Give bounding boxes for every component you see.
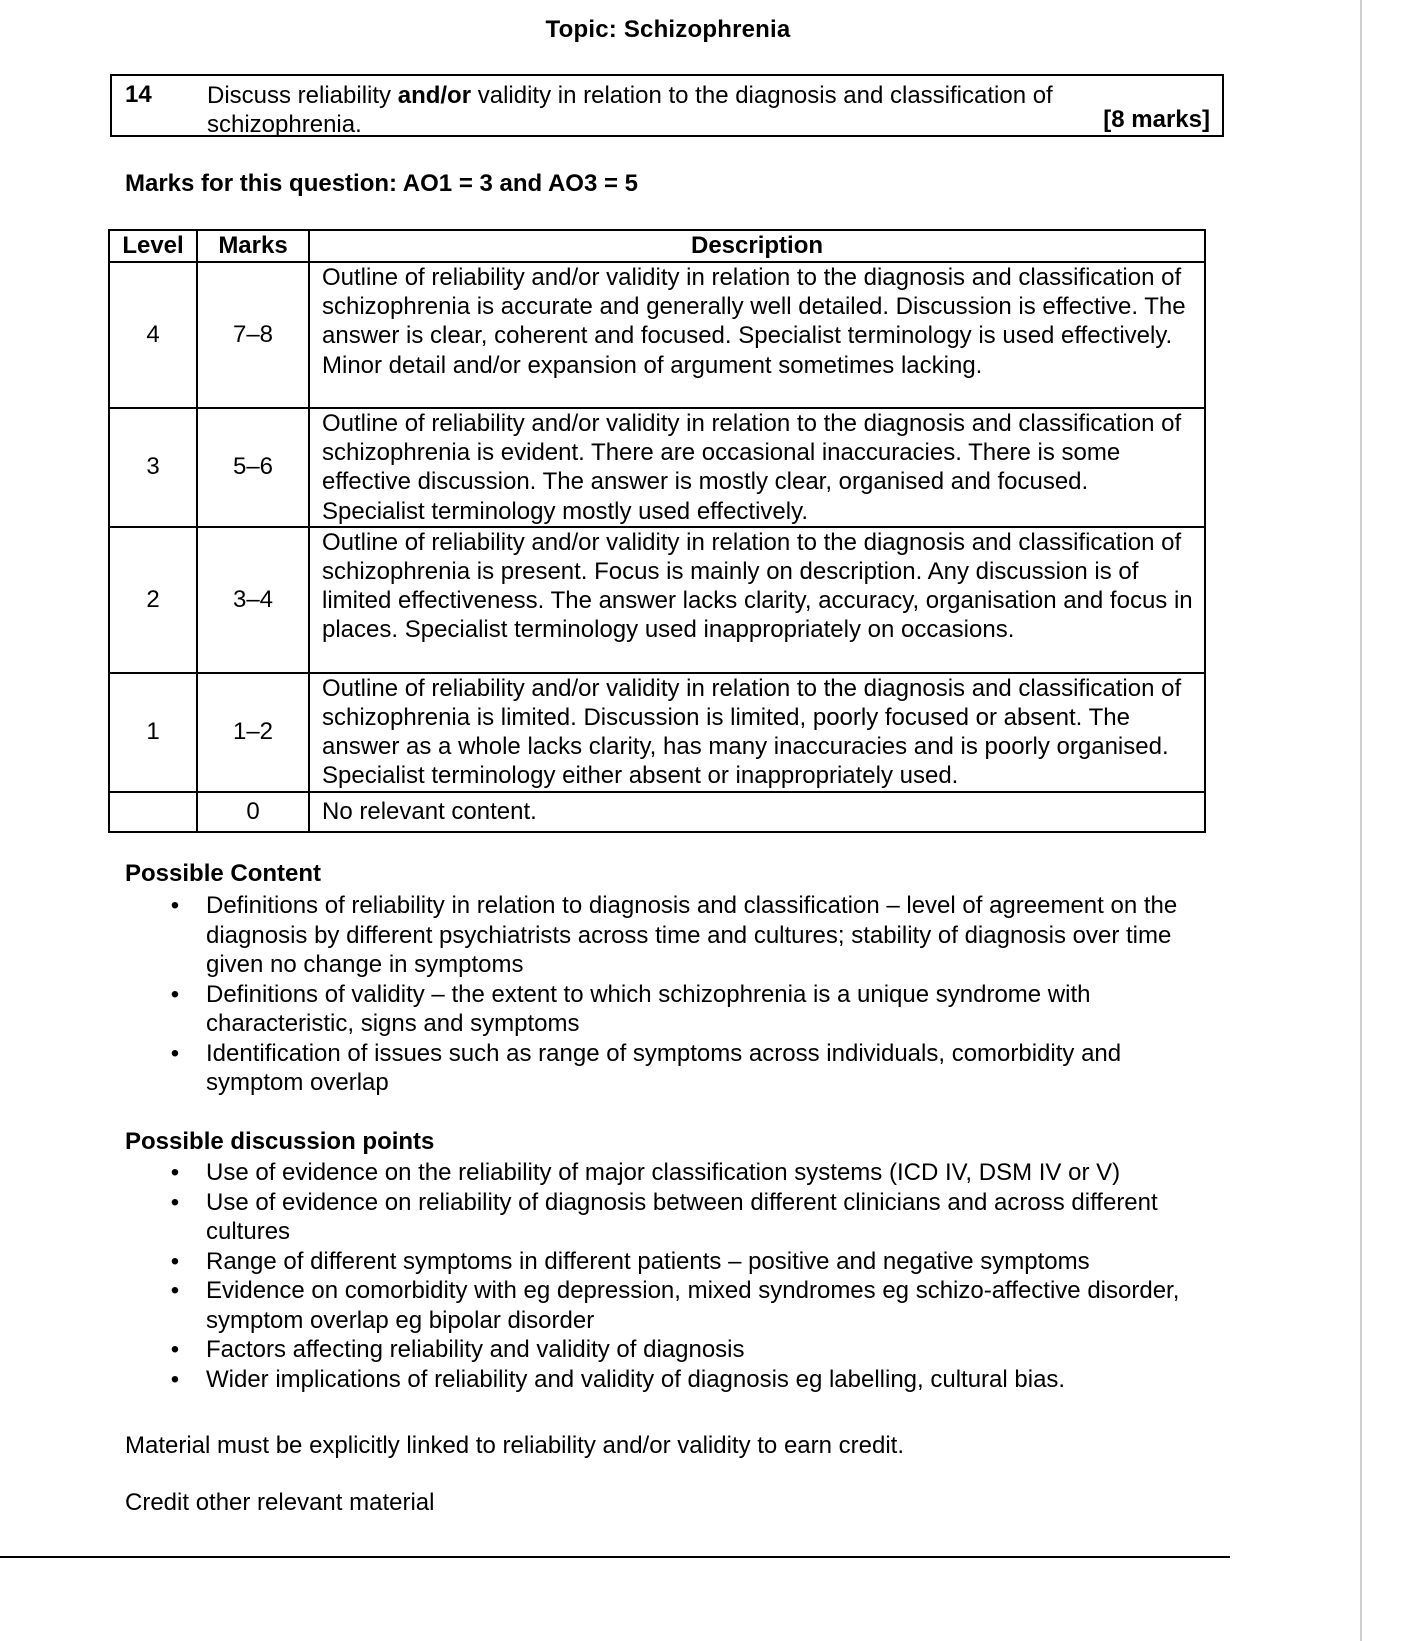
question-number: 14 (125, 81, 152, 108)
list-item (165, 1188, 1225, 1247)
list-item-text: Range of different symptoms in different patients – positive and negative symptoms (206, 1247, 1090, 1275)
list-item (165, 1365, 1225, 1395)
bullet-icon: • (170, 1336, 180, 1363)
bottom-rule (0, 1556, 1230, 1558)
question-text-suffix: validity in relation to the diagnosis and classification of schizophrenia. (207, 82, 1053, 138)
header-description: Description (309, 230, 1205, 262)
question-text-prefix: Discuss reliability (207, 82, 398, 109)
page-title: Topic: Schizophrenia (545, 16, 791, 43)
discussion-points-list (165, 1158, 1225, 1394)
bullet-icon: • (170, 1188, 180, 1216)
table-header-row (109, 230, 1205, 262)
list-item-text: Identification of issues such as range of symptoms across individuals, comorbidity and symptom overlap (206, 1039, 1122, 1096)
list-item (165, 1276, 1225, 1335)
list-item (165, 891, 1225, 980)
list-item (165, 1247, 1225, 1277)
list-item (165, 1158, 1225, 1188)
list-item (165, 1335, 1225, 1365)
cell-description: Outline of reliability and/or validity in relation to the diagnosis and classification of schizophrenia is limited. Discussion is limited, poorly focused or absent. The answer as a whole lacks clarity, has many inaccuracies and is poorly organised. Specialist terminology either absent or inappropriately used. (309, 673, 1205, 792)
cell-marks: 3–4 (197, 527, 309, 673)
list-item-text: Evidence on comorbidity with eg depression, mixed syndromes eg schizo-affective disorder, symptom overlap eg bipolar disorder (206, 1277, 1180, 1334)
header-level: Level (109, 230, 197, 262)
possible-content-list (165, 891, 1225, 1098)
cell-description: Outline of reliability and/or validity in relation to the diagnosis and classification of schizophrenia is present. Focus is mainly on description. Any discussion is of limited effectiveness. The answer lacks clarity, accuracy, organisation and focus in places. Specialist terminology used inappropriately on occasions. (309, 527, 1205, 673)
level-descriptor-table (108, 229, 1206, 833)
cell-level (109, 792, 197, 832)
discussion-points-heading: Possible discussion points (125, 1128, 435, 1155)
bullet-icon: • (170, 1039, 180, 1067)
header-marks: Marks (197, 230, 309, 262)
bullet-icon: • (170, 1277, 180, 1304)
question-box (110, 74, 1224, 137)
list-item-text: Definitions of reliability in relation to diagnosis and classification – level of agreement on the diagnosis by different psychiatrists across time and cultures; stability of diagnosis over time given no change in symptoms (206, 892, 1178, 978)
marks-allocation: Marks for this question: AO1 = 3 and AO3 = 5 (125, 170, 639, 197)
list-item (165, 1039, 1225, 1098)
cell-marks: 7–8 (197, 262, 309, 408)
cell-marks: 1–2 (197, 673, 309, 792)
page-right-edge (1360, 0, 1362, 1641)
bullet-icon: • (170, 1247, 180, 1275)
table-row (109, 673, 1205, 792)
cell-description: Outline of reliability and/or validity in relation to the diagnosis and classification of schizophrenia is accurate and generally well detailed. Discussion is effective. The answer is clear, coherent and focused. Specialist terminology is used effectively. Minor detail and/or expansion of argument sometimes lacking. (309, 262, 1205, 408)
credit-requirement-note: Material must be explicitly linked to reliability and/or validity to earn credit. (125, 1432, 905, 1459)
cell-level: 4 (109, 262, 197, 408)
table-row (109, 792, 1205, 832)
bullet-icon: • (170, 1159, 180, 1186)
cell-marks: 0 (197, 792, 309, 832)
possible-content-heading: Possible Content (125, 860, 322, 887)
table-row (109, 262, 1205, 408)
cell-marks: 5–6 (197, 408, 309, 527)
cell-level: 2 (109, 527, 197, 673)
bullet-icon: • (170, 1365, 180, 1393)
credit-other-note: Credit other relevant material (125, 1489, 435, 1516)
bullet-icon: • (170, 980, 180, 1008)
list-item (165, 980, 1225, 1039)
table-row (109, 408, 1205, 527)
list-item-text: Definitions of validity – the extent to which schizophrenia is a unique syndrome with characteristic, signs and symptoms (206, 980, 1091, 1037)
question-text (207, 81, 1107, 139)
list-item-text: Factors affecting reliability and validity of diagnosis (206, 1336, 745, 1363)
cell-level: 3 (109, 408, 197, 527)
list-item-text: Use of evidence on reliability of diagnosis between different clinicians and across different cultures (206, 1188, 1158, 1245)
cell-level: 1 (109, 673, 197, 792)
list-item-text: Wider implications of reliability and validity of diagnosis eg labelling, cultural bias. (206, 1365, 1066, 1393)
list-item-text: Use of evidence on the reliability of major classification systems (ICD IV, DSM IV or V) (206, 1159, 1121, 1186)
bullet-icon: • (170, 892, 180, 919)
table-row (109, 527, 1205, 673)
question-marks: [8 marks] (1103, 106, 1210, 133)
cell-description: No relevant content. (309, 792, 1205, 832)
question-text-emphasis: and/or (397, 82, 472, 109)
cell-description: Outline of reliability and/or validity in relation to the diagnosis and classification of schizophrenia is evident. There are occasional inaccuracies. There is some effective discussion. The answer is mostly clear, organised and focused. Specialist terminology mostly used effectively. (309, 408, 1205, 527)
